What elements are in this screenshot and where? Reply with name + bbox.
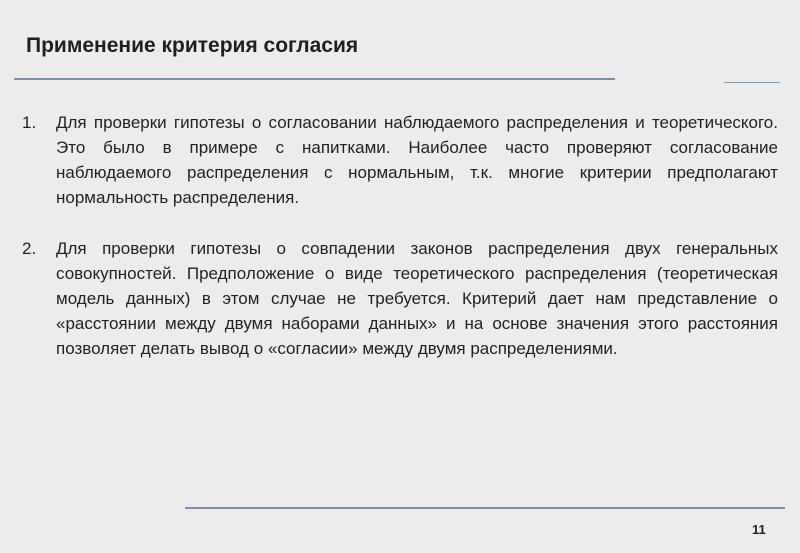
list-item-number: 2. [22,239,37,258]
list-item-text: Для проверки гипотезы о совпадении законов распределения двух генеральных совокупностей. Предположение о виде теоретического распределения (теоретическая модель данных) в этом случае не требуется. Критерий дает нам представление о «расстоянии между двумя наборами данных» и на основе значения этого расстояния позволяет делать вывод о «согласии» между двумя распределениями. [56,239,778,358]
footer-divider [185,507,785,509]
title-divider [14,78,615,80]
page-number: 11 [752,522,766,537]
numbered-list [22,110,782,361]
list-item [22,236,782,361]
list-item-number: 1. [22,113,37,132]
slide-title: Применение критерия согласия [26,34,359,57]
list-item [22,110,782,210]
list-item-text: Для проверки гипотезы о согласовании наблюдаемого распределения и теоретического. Это было в примере с напитками. Наиболее часто проверяют согласование наблюдаемого распределения с нормальным, т.к. многие критерии предполагают нормальность распределения. [56,113,778,207]
short-divider [724,82,780,83]
